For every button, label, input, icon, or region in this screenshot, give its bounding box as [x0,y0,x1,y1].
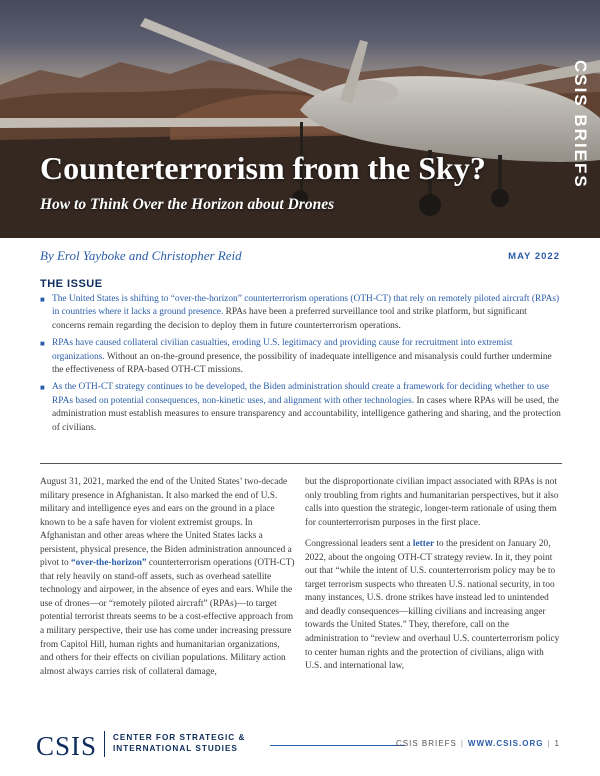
footer-separator: | [460,739,464,748]
body-column-right [305,476,560,682]
body-paragraph [305,538,560,673]
body-text: Congressional leaders sent a [305,539,413,550]
page-subtitle: How to Think Over the Horizon about Drones [40,196,335,213]
issue-highlight: As the OTH-CT strategy continues to be developed, the Biden administration should create a framework for deciding whether to use RPAs based on potential consequences, non-kinetic uses, and alignment with other technologies. [52,382,550,406]
footer-series: CSIS BRIEFS [396,739,457,748]
author-byline: By Erol Yayboke and Christopher Reid [40,248,242,263]
body-paragraph: but the disproportionate civilian impact associated with RPAs is not only troubling from rights and humanitarian perspectives, but it also calls into question the strategic, longer-term rationale of using them for counterterrorism purposes in the first place. [305,477,559,528]
issue-item [40,381,562,435]
body-text: counterterrorism operations (OTH-CT) that rely heavily on stand-off assets, such as overhead satellite technology and airpower, in the absence of eyes and ears. While the use of drones—or “remotely piloted aircraft” (RPAs)—to target potential terrorist threats seems to be a cost-effective approach from a military perspective, their use has come under increasing pressure from Capitol Hill, human rights and humanitarian organizations, and others for their effects on civilian populations. Military action almost always carries risk of collateral damage, [40,558,295,677]
issue-text: In cases where RPAs will be used, the administration must establish measures to ensure transparency and accountability, intelligence gathering and sharing, and the protection of civilians. [52,395,561,433]
hero-image [0,0,600,238]
csis-logo: CSIS [36,731,98,761]
body-paragraph [40,476,295,679]
issue-highlight: RPAs have caused collateral civilian casualties, eroding U.S. legitimacy and providing cause for recruitment into extremist organizations. [52,338,513,362]
org-name [113,733,245,754]
body-text: August 31, 2021, marked the end of the United States’ two-decade military presence in Afghanistan. It also marked the end of U.S. military and intelligence eyes and ears on the ground in a place known to be a safe haven for violent extremist groups. In Afghanistan and other areas where the United States lacks a persistent, physical presence, the Biden administration announced a pivot to [40,477,292,569]
bullet-icon: ■ [40,339,45,349]
page-number: 1 [554,739,560,748]
logo-divider [104,731,105,757]
footer-meta [396,739,560,748]
section-divider [40,463,562,464]
footer-rule [270,745,405,746]
footer-separator: | [547,739,551,748]
issue-item [40,337,562,377]
issue-list [40,293,562,439]
website-link[interactable]: WWW.CSIS.ORG [467,739,544,748]
series-tag: CSIS BRIEFS [571,60,590,189]
org-name-line: INTERNATIONAL STUDIES [113,743,238,753]
issue-text: Without an on-the-ground presence, the possibility of inadequate intelligence and misanalysis could further undermine the effectiveness of RPA-based OTH-CT missions. [52,351,552,376]
bullet-icon: ■ [40,295,45,304]
publication-date: MAY 2022 [508,251,560,262]
body-column-left [40,476,295,687]
issue-text: RPAs have been a preferred surveillance tool and strike platform, but significant concerns remain regarding the decision to deploy them in future counterterrorism operations. [52,307,527,331]
issue-item [40,293,562,333]
issue-heading: THE ISSUE [40,278,103,290]
org-name-line: CENTER FOR STRATEGIC & [113,733,246,742]
body-text: to the president on January 20, 2022, about the ongoing OTH-CT strategy review. In it, they point out that “while the intent of U.S. counterterrorism policy may be to target terrorism suspects who threaten U.S. national security, in too many instances, U.S. drone strikes have instead led to unintended and deadly consequences—killing civilians and increasing anger towards the United States.” They, therefore, call on the administration to “review and overhaul U.S. counterterrorism policy to center human rights and the protection of civilians, align with U.S. and international law, [305,539,560,672]
over-the-horizon-link[interactable]: “over-the-horizon” [71,558,147,569]
page-footer [0,725,600,765]
page-title: Counterterrorism from the Sky? [40,150,486,186]
issue-highlight: The United States is shifting to “over-the-horizon” counterterrorism operations (OTH-CT) that rely on remotely piloted aircraft (RPAs) in countries where it lacks a ground presence. [52,294,560,318]
letter-link[interactable]: letter [412,539,435,550]
bullet-icon: ■ [40,383,45,393]
